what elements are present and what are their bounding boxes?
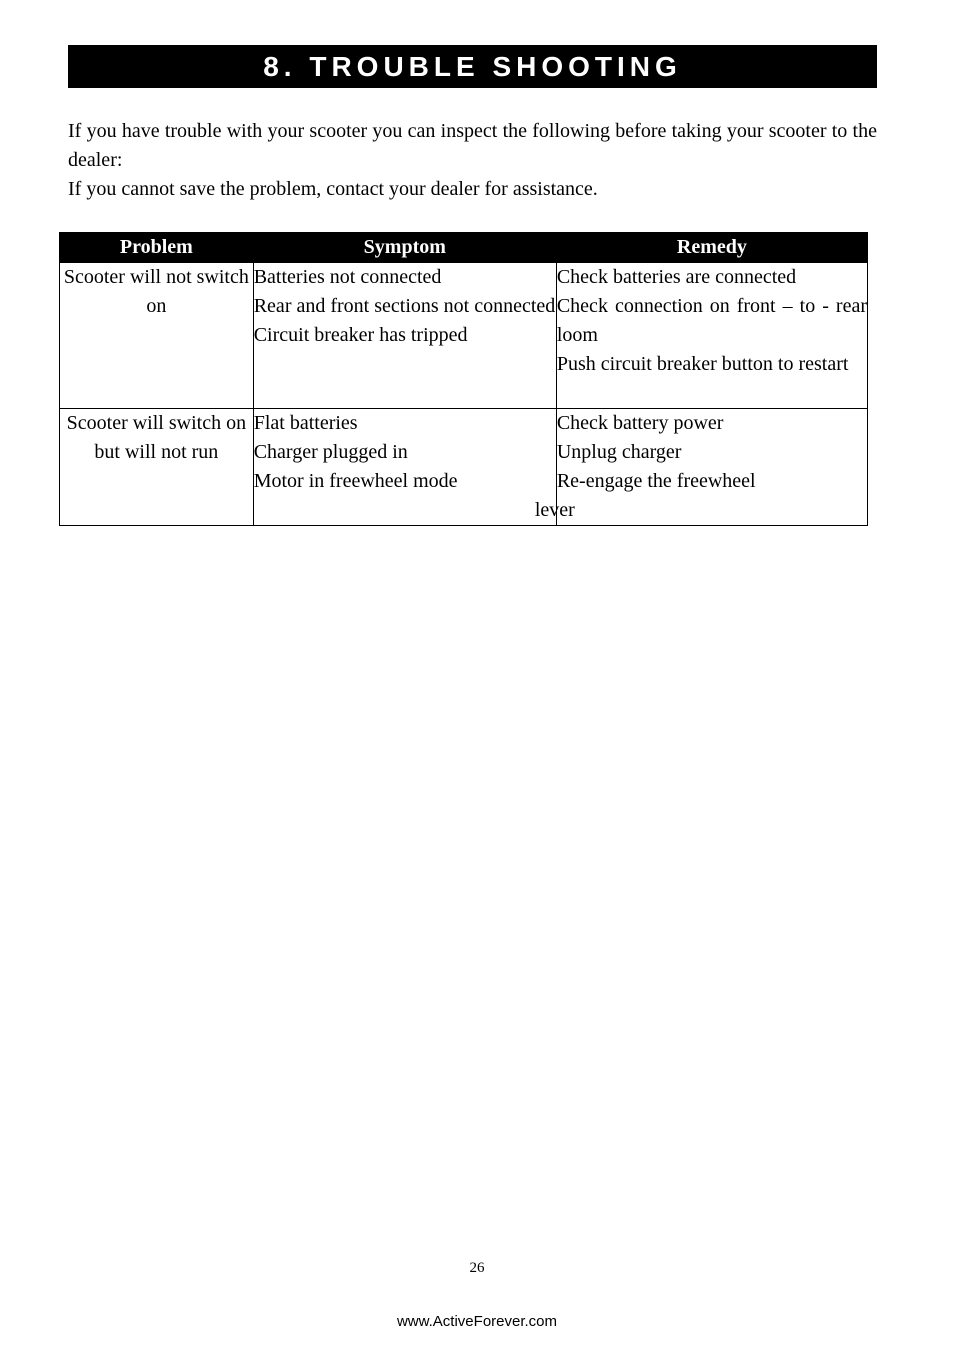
symptom-item: Circuit breaker has tripped (253, 324, 468, 346)
symptom-item: Motor in freewheel mode (253, 470, 458, 492)
remedy-cell (556, 263, 867, 409)
table-header-row (60, 233, 868, 263)
symptom-cell (253, 263, 556, 409)
symptom-cell (253, 409, 556, 526)
section-title: 8. TROUBLE SHOOTING (68, 45, 877, 88)
symptom-item: Batteries not connected (253, 266, 442, 288)
remedy-item: Unplug charger (556, 441, 682, 463)
problem-cell: Scooter will switch on but will not run (60, 409, 254, 526)
footer-website: www.ActiveForever.com (396, 1313, 558, 1330)
remedy-item: Check battery power (556, 412, 724, 434)
symptom-item: Flat batteries (253, 412, 358, 434)
remedy-item: Check connection on front – to - rear loom (556, 295, 867, 346)
header-remedy: Remedy (556, 233, 867, 263)
table-row (60, 263, 868, 409)
table-row (60, 409, 868, 526)
intro-paragraph-2: If you cannot save the problem, contact your dealer for assistance. (68, 178, 598, 200)
remedy-item: lever (534, 499, 575, 521)
symptom-item: Charger plugged in (253, 441, 408, 463)
remedy-item: Re-engage the freewheel (556, 470, 756, 492)
header-symptom: Symptom (253, 233, 556, 263)
intro-paragraph-1: If you have trouble with your scooter you can inspect the following before taking your scooter to the dealer: (68, 120, 877, 171)
remedy-item: Check batteries are connected (556, 266, 797, 288)
header-problem: Problem (60, 233, 254, 263)
page-number: 26 (469, 1260, 485, 1276)
remedy-cell (534, 409, 867, 526)
remedy-item: Push circuit breaker button to restart (556, 353, 849, 375)
problem-cell: Scooter will not switch on (60, 263, 254, 409)
intro-text (68, 117, 877, 204)
troubleshooting-table (59, 232, 868, 526)
symptom-item: Rear and front sections not connected (253, 295, 556, 317)
